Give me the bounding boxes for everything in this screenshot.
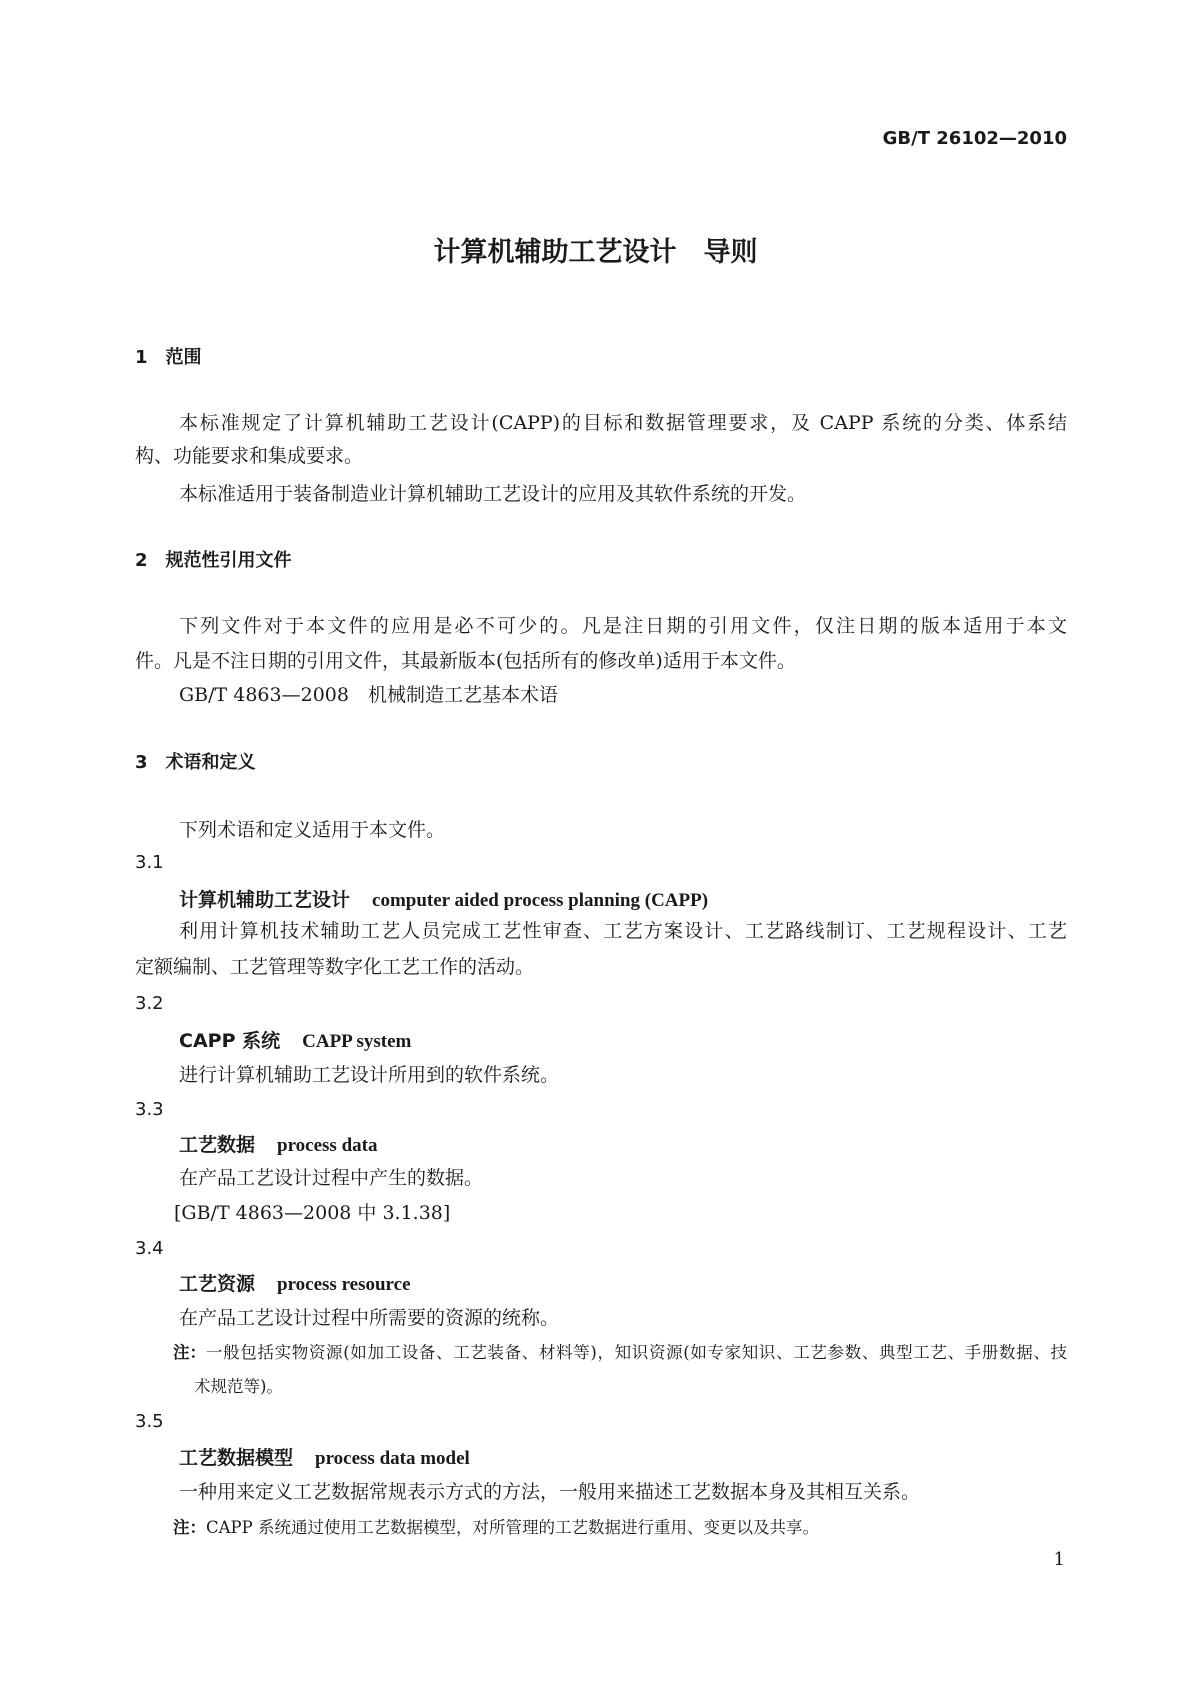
definition-line: 进行计算机辅助工艺设计所用到的软件系统。: [179, 1064, 560, 1086]
term-number: 3.4: [135, 1238, 164, 1259]
term-zh: 工艺数据模型: [179, 1447, 294, 1469]
term-en: process data: [277, 1135, 378, 1156]
term-en: process data model: [315, 1448, 470, 1469]
note-text: 一般包括实物资源(如加工设备、工艺装备、材料等)，知识资源(如专家知识、工艺参数、典型工艺、手册数据、技: [206, 1343, 1067, 1362]
paragraph-line: 下列文件对于本文件的应用是必不可少的。凡是注日期的引用文件，仅注日期的版本适用于本文: [179, 615, 1067, 637]
term-en: computer aided process planning (CAPP): [372, 890, 709, 911]
note: [173, 1516, 819, 1540]
section-1-heading: 1 范围: [135, 347, 202, 368]
term-title: [179, 1133, 377, 1158]
term-zh: 计算机辅助工艺设计: [179, 889, 351, 911]
normative-reference: GB/T 4863—2008 机械制造工艺基本术语: [179, 684, 558, 706]
note-label: 注：: [173, 1518, 206, 1537]
term-title: [179, 1446, 470, 1471]
section-2-heading: 2 规范性引用文件: [135, 550, 292, 571]
page-number: 1: [1053, 1549, 1065, 1570]
definition-line: 在产品工艺设计过程中所需要的资源的统称。: [179, 1307, 560, 1329]
note: [173, 1341, 1067, 1365]
note-label: 注：: [173, 1343, 206, 1362]
term-en: CAPP system: [302, 1031, 412, 1052]
term-number: 3.1: [135, 852, 164, 873]
note-text: CAPP 系统通过使用工艺数据模型，对所管理的工艺数据进行重用、变更以及共享。: [206, 1518, 819, 1537]
term-zh: CAPP 系统: [179, 1030, 281, 1052]
term-en: process resource: [277, 1274, 411, 1295]
paragraph-line: 本标准规定了计算机辅助工艺设计(CAPP)的目标和数据管理要求，及 CAPP 系统的分类、体系结: [179, 412, 1067, 434]
standard-number: GB/T 26102—2010: [882, 128, 1067, 149]
paragraph-line: 下列术语和定义适用于本文件。: [179, 819, 446, 841]
term-number: 3.2: [135, 993, 164, 1014]
note-text: 术规范等)。: [194, 1377, 283, 1396]
paragraph-line: 构、功能要求和集成要求。: [135, 445, 364, 467]
term-title: [179, 1272, 411, 1297]
definition-line: 定额编制、工艺管理等数字化工艺工作的活动。: [135, 956, 535, 978]
definition-line: 在产品工艺设计过程中产生的数据。: [179, 1167, 484, 1189]
term-number: 3.3: [135, 1099, 164, 1120]
term-title: [179, 888, 708, 913]
term-title: [179, 1029, 411, 1054]
definition-line: 利用计算机技术辅助工艺人员完成工艺性审查、工艺方案设计、工艺路线制订、工艺规程设计、工艺: [179, 920, 1067, 942]
page-title: 计算机辅助工艺设计 导则: [433, 237, 758, 268]
section-3-heading: 3 术语和定义: [135, 752, 256, 773]
paragraph-line: 件。凡是不注日期的引用文件，其最新版本(包括所有的修改单)适用于本文件。: [135, 650, 796, 672]
term-zh: 工艺数据: [179, 1134, 256, 1156]
term-zh: 工艺资源: [179, 1273, 256, 1295]
paragraph-line: 本标准适用于装备制造业计算机辅助工艺设计的应用及其软件系统的开发。: [179, 483, 807, 505]
term-number: 3.5: [135, 1411, 164, 1432]
term-source: [GB/T 4863—2008 中 3.1.38]: [174, 1202, 451, 1224]
definition-line: 一种用来定义工艺数据常规表示方式的方法，一般用来描述工艺数据本身及其相互关系。: [179, 1481, 921, 1503]
